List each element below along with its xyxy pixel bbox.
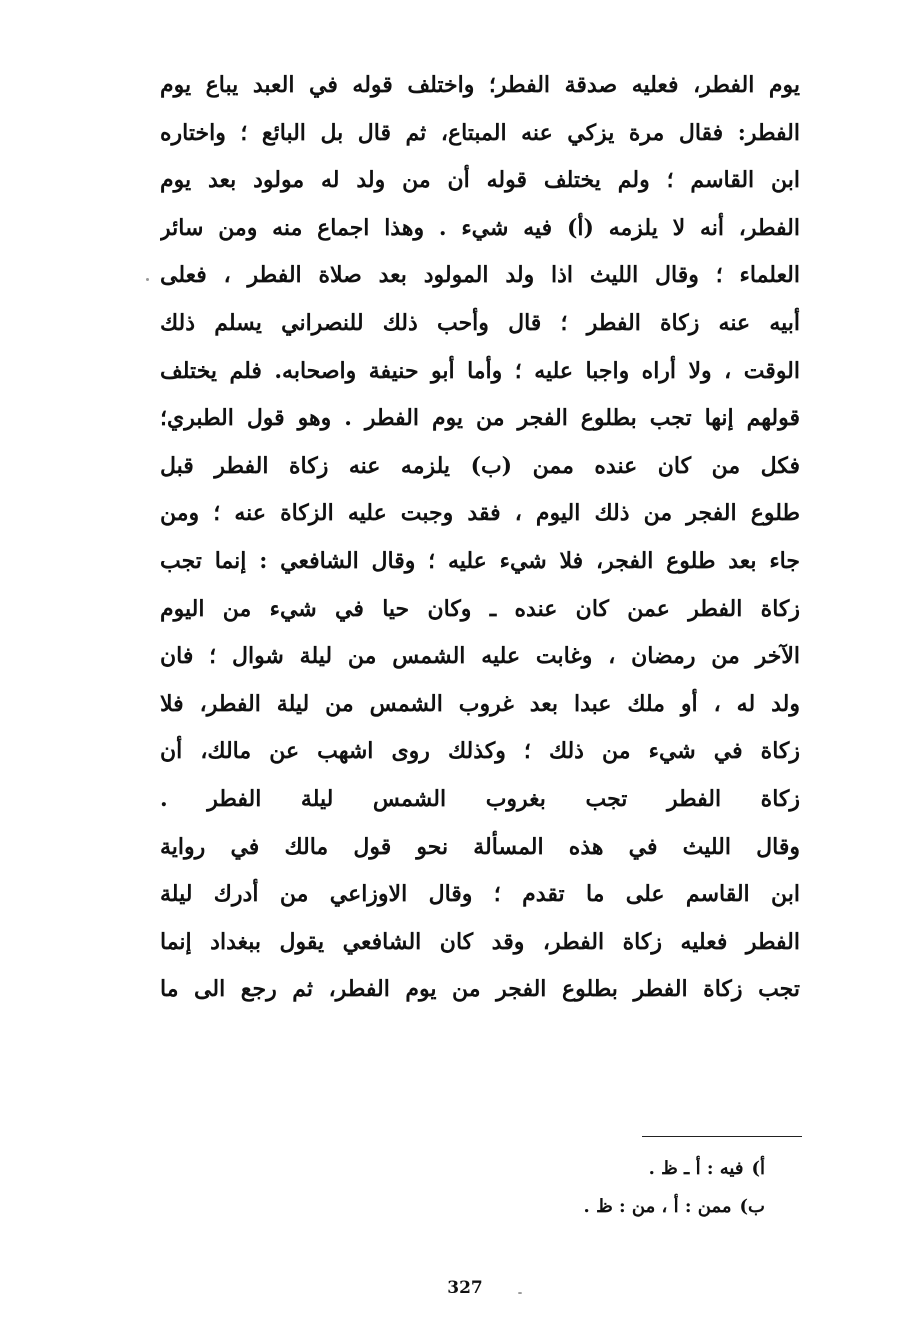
text-line: قولهم إنها تجب بطلوع الفجر من يوم الفطر . وهو قول الطبري؛ [160, 405, 800, 432]
text-line: الفطر فعليه زكاة الفطر، وقد كان الشافعي يقول ببغداد إنما [160, 928, 800, 955]
scan-speck [146, 278, 149, 281]
text-line: الفطر، أنه لا يلزمه (أ) فيه شيء . وهذا اجماع منه ومن سائر [160, 214, 800, 241]
text-line: ابن القاسم ؛ ولم يختلف قوله أن من ولد له مولود بعد يوم [160, 167, 800, 194]
text-line: وقال الليث في هذه المسألة نحو قول مالك في رواية [160, 833, 800, 860]
text-line: ولد له ، أو ملك عبدا بعد غروب الشمس من ليلة الفطر، فلا [160, 690, 800, 717]
footnote-marker: ب) [739, 1196, 765, 1217]
text-line: الفطر: فقال مرة يزكي عنه المبتاع، ثم قال بل البائع ؛ واختاره [160, 119, 800, 146]
scan-speck [518, 1292, 522, 1294]
text-line: زكاة في شيء من ذلك ؛ وكذلك روى اشهب عن مالك، أن [160, 738, 800, 765]
text-line: الآخر من رمضان ، وغابت عليه الشمس من ليلة شوال ؛ فان [160, 643, 800, 670]
text-line: فكل من كان عنده ممن (ب) يلزمه عنه زكاة الفطر قبل [160, 452, 800, 479]
text-line: جاء بعد طلوع الفجر، فلا شيء عليه ؛ وقال الشافعي : إنما تجب [160, 547, 800, 574]
page-number: 327 [447, 1278, 483, 1298]
footnote-item [480, 1188, 765, 1226]
text-line: زكاة الفطر تجب بغروب الشمس ليلة الفطر . [160, 785, 800, 812]
text-line: ابن القاسم على ما تقدم ؛ وقال الاوزاعي من أدرك ليلة [160, 881, 800, 908]
text-line: طلوع الفجر من ذلك اليوم ، فقد وجبت عليه الزكاة عنه ؛ ومن [160, 500, 800, 527]
footnote-item [480, 1150, 765, 1188]
text-line: أبيه عنه زكاة الفطر ؛ قال وأحب ذلك للنصراني يسلم ذلك [160, 309, 800, 336]
text-line: يوم الفطر، فعليه صدقة الفطر؛ واختلف قوله في العبد يباع يوم [160, 72, 800, 98]
footnote-text: فيه : أ ـ ظ . [648, 1158, 744, 1179]
footnote-divider [642, 1136, 802, 1137]
text-line: تجب زكاة الفطر بطلوع الفجر من يوم الفطر، ثم رجع الى ما [160, 976, 800, 1003]
text-line: الوقت ، ولا أراه واجبا عليه ؛ وأما أبو حنيفة واصحابه. فلم يختلف [160, 357, 800, 384]
text-line: زكاة الفطر عمن كان عنده ـ وكان حيا في شيء من اليوم [160, 595, 800, 622]
footnotes [480, 1150, 765, 1226]
footnote-marker: أ) [751, 1158, 765, 1179]
footnote-text: ممن : أ ، من : ظ . [583, 1196, 732, 1217]
text-line: العلماء ؛ وقال الليث اذا ولد المولود بعد صلاة الفطر ، فعلى [160, 262, 800, 289]
body-text [160, 62, 800, 1014]
